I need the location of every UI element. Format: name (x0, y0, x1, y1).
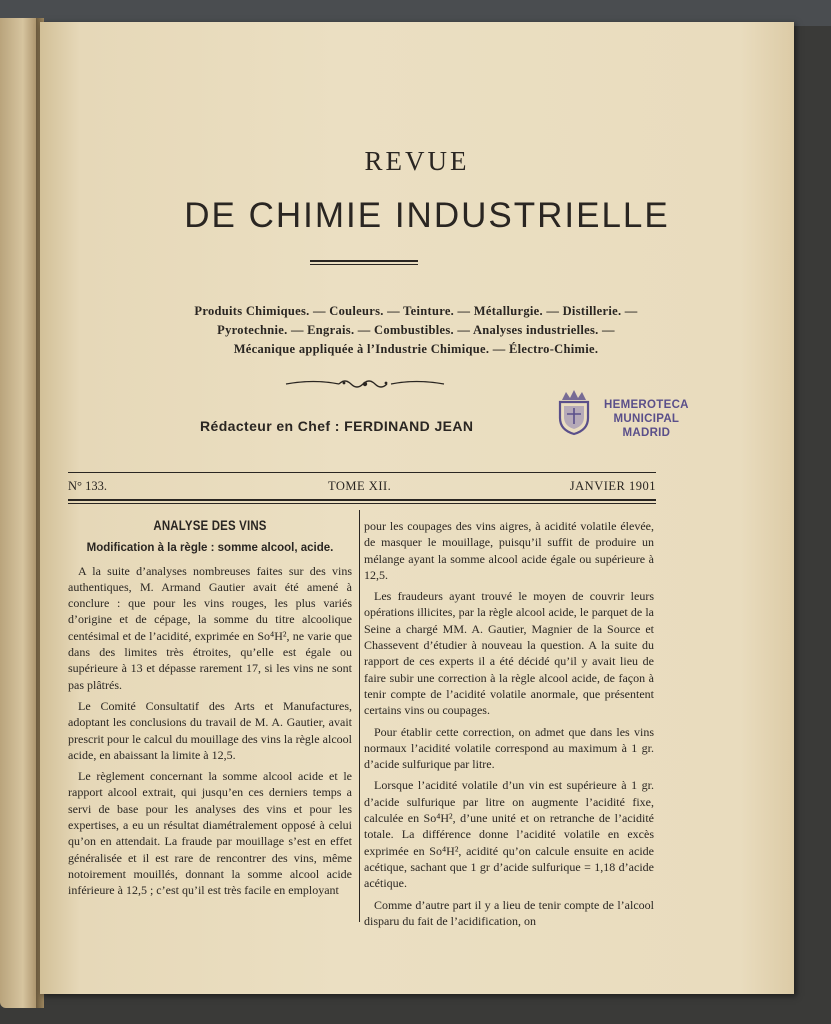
header-rule-top (68, 472, 656, 473)
stamp-line-3: MADRID (622, 427, 671, 439)
article-title: ANALYSE DES VINS (153, 518, 267, 533)
subject-line-2: Pyrotechnie. — Engrais. — Combustibles. — Analyses industrielles. — (217, 323, 615, 337)
ornament-fleuron-icon (284, 376, 446, 390)
coat-of-arms-icon (552, 388, 596, 436)
journal-revue-label: REVUE (364, 146, 470, 176)
paragraph: Le règlement concernant la somme alcool acide et le rapport alcool extrait, qui jusqu’en ces derniers temps a servi de base pour les analyses des vins et pour les expertises, a eu un résultat diamétralement opposé à celui qu’on en attendait. La fraude par mouillage s’est en effet généralisée et il est rare de rencontrer des vins, même notoirement mouillés, donnant la somme alcool acide inférieure à 12,5 ; c’est qu’il est très facile en employant (68, 769, 352, 898)
article-column-right (364, 518, 654, 934)
stamp-line-2: MUNICIPAL (613, 413, 680, 425)
issue-tome: TOME XII. (328, 479, 392, 493)
stamp-line-1: HEMEROTECA (604, 399, 689, 411)
paragraph: Pour établir cette correction, on admet que dans les vins normaux l’acidité volatile correspond au maximum à 1 gr. d’acide sulfurique par litre. (364, 724, 654, 772)
subject-line-3: Mécanique appliquée à l’Industrie Chimique. — Électro-Chimie. (233, 342, 599, 356)
paragraph: Lorsque l’acidité volatile d’un vin est supérieure à 1 gr. d’acide sulfurique par litre on augmente l’acidité fixe, calculée en So⁴H², d’une unité et on retranche de l’acidité totale. La différence donne l’acidité volatile en excès exprimée en So⁴H², acidité qu’on calcule ensuite en acide acétique, sachant que 1 gr d’acide sulfurique = 1,18 d’acide acétique. (364, 778, 654, 891)
paragraph: A la suite d’analyses nombreuses faites sur des vins authentiques, M. Armand Gautier avait été amené à conclure : que pour les vins rouges, les plus variés d’origine et de cépage, la somme du titre alcoolique centésimal et de l’acidité, exprimée en So⁴H², ne varie que dans des limites très étroites, qu’elle est égale ou supérieure à 13 et dépasse rarement 17, si les vins ne sont pas plâtrés. (68, 563, 352, 692)
article-column-left (68, 518, 352, 904)
subject-list (66, 302, 766, 359)
paragraph: Le Comité Consultatif des Arts et Manufactures, adoptant les conclusions du travail de M. A. Gautier, avait prescrit pour le calcul du mouillage des vins la règle alcool acide, en abaissant la limite à 12,5. (68, 698, 352, 762)
subject-line-1: Produits Chimiques. — Couleurs. — Teinture. — Métallurgie. — Distillerie. — (194, 304, 638, 318)
paragraph: pour les coupages des vins aigres, à acidité volatile élevée, de masquer le mouillage, puisqu’il suffit de produire un mélange ayant la somme alcool acide égale ou supérieure à 12,5. (364, 519, 654, 582)
stamp-text (604, 398, 689, 440)
paragraph: Les fraudeurs ayant trouvé le moyen de couvrir leurs opérations illicites, par la règle alcool acide, le parquet de la Seine a chargé MM. A. Gautier, Magnier de la Source et Chassevent d’étudier à nouveau la question. A la suite du rapport de ces experts il a été décidé qu’il y avait lieu de faire subir une correction à la règle alcool acide, de façon à tenir compte de l’acidité volatile anormale, que présentent certains vins ou coupages. (364, 589, 654, 718)
column-separator (359, 510, 360, 922)
journal-title: DE CHIMIE INDUSTRIELLE (184, 196, 670, 235)
title-double-rule (310, 260, 418, 265)
article-subtitle: Modification à la règle : somme alcool, acide. (86, 542, 334, 555)
journal-page (40, 22, 794, 994)
issue-number: N° 133. (68, 479, 108, 493)
header-rule-thick (68, 499, 656, 501)
paragraph: Comme d’autre part il y a lieu de tenir compte de l’alcool disparu du fait de l’acidification, on (364, 897, 654, 928)
header-rule-thin (68, 503, 656, 504)
facing-page-edge (0, 18, 38, 1008)
issue-date: JANVIER 1901 (569, 479, 656, 493)
editor-in-chief: Rédacteur en Chef : FERDINAND JEAN (200, 418, 474, 434)
library-stamp (550, 380, 700, 450)
